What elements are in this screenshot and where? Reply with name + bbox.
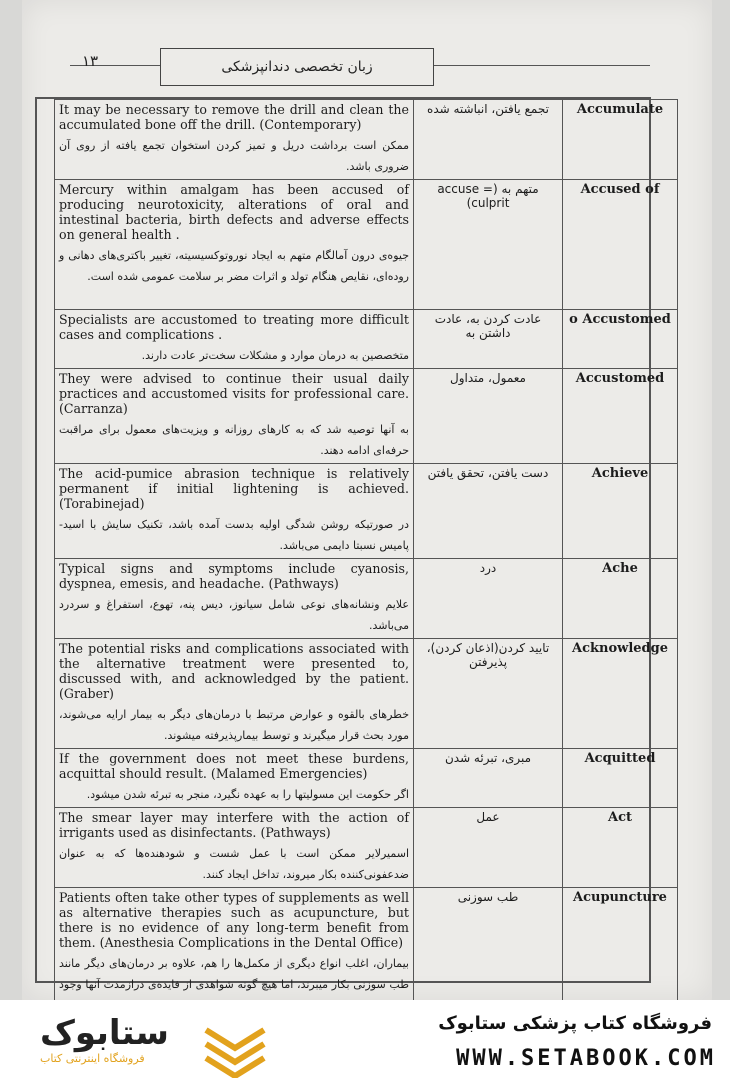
persian-translation: علایم ونشانه‌های نوعی شامل سیانوز، دیس پنه، تهوع، استفراغ و سردرد می‌باشد. bbox=[59, 598, 409, 632]
persian-meaning: درد bbox=[414, 559, 563, 639]
english-example: Typical signs and symptoms include cyanosis, dyspnea, emesis, and headache. (Pathways) bbox=[59, 561, 409, 591]
example-cell bbox=[55, 100, 414, 180]
vocab-word: o Accustomed bbox=[563, 310, 678, 369]
vocab-word: Acknowledge bbox=[563, 639, 678, 749]
vocab-word: Accumulate bbox=[563, 100, 678, 180]
example-cell bbox=[55, 808, 414, 888]
table-row bbox=[55, 180, 678, 310]
english-example: Mercury within amalgam has been accused of producing neurotoxicity, alterations of oral and intestinal bacteria, birth defects and adverse effects on general health . bbox=[59, 182, 409, 242]
page-title: زبان تخصصی دندانپزشکی bbox=[160, 48, 434, 86]
english-example: Patients often take other types of supplements as well as alternative therapies such as acupuncture, but there is no evidence of any long-term benefit from them. (Anesthesia Complications in the Dental Office) bbox=[59, 890, 409, 950]
persian-translation: به آنها توصیه شد که به کارهای روزانه و ویزیت‌های معمول برای مراقبت حرفه‌ای ادامه دهند. bbox=[59, 423, 409, 457]
example-cell bbox=[55, 559, 414, 639]
example-cell bbox=[55, 464, 414, 559]
english-example: Specialists are accustomed to treating more difficult cases and complications . bbox=[59, 312, 409, 342]
vocab-word: Accustomed bbox=[563, 369, 678, 464]
english-example: The potential risks and complications associated with the alternative treatment were presented to, discussed with, and acknowledged by the patient. (Graber) bbox=[59, 641, 409, 701]
persian-translation: اسمیرلایر ممکن است با عمل شست و شودهنده‌ها که به عنوان ضدعفونی‌کننده بکار میروند، تداخل ایجاد کنند. bbox=[59, 847, 409, 881]
persian-meaning: تایید کردن(اذعان کردن)، پذیرفتن bbox=[414, 639, 563, 749]
table-row bbox=[55, 639, 678, 749]
english-example: If the government does not meet these burdens, acquittal should result. (Malamed Emergencies) bbox=[59, 751, 409, 781]
persian-meaning: عادت کردن به، عادت داشتن به bbox=[414, 310, 563, 369]
persian-translation: جیوه‌ی درون آمالگام متهم به ایجاد نوروتوکسیسیته، تغییر باکتری‌های دهانی و روده‌ای، نقایص هنگام تولد و اثرات مضر بر سلامت عمومی شده است. bbox=[59, 249, 409, 283]
persian-meaning: تجمع یافتن، انباشته شده bbox=[414, 100, 563, 180]
english-example: The smear layer may interfere with the action of irrigants used as disinfectants. (Pathways) bbox=[59, 810, 409, 840]
table-row bbox=[55, 808, 678, 888]
store-name: فروشگاه کتاب پزشکی ستابوک bbox=[438, 1013, 712, 1034]
vocab-word: Acquitted bbox=[563, 749, 678, 808]
persian-meaning: دست یافتن، تحقق یافتن bbox=[414, 464, 563, 559]
table-row bbox=[55, 100, 678, 180]
page-number: ۱۳ bbox=[82, 52, 99, 70]
vocab-word: Accused of bbox=[563, 180, 678, 310]
persian-translation: در صورتیکه روشن شدگی اولیه بدست آمده باشد، تکنیک سایش با اسید-پامیس نسبتا دایمی می‌باشد. bbox=[59, 518, 409, 552]
example-cell bbox=[55, 639, 414, 749]
chevron-logo-icon bbox=[200, 1022, 270, 1078]
vocab-word: Act bbox=[563, 808, 678, 888]
table-row bbox=[55, 749, 678, 808]
vocab-word: Ache bbox=[563, 559, 678, 639]
example-cell bbox=[55, 749, 414, 808]
table-row bbox=[55, 464, 678, 559]
store-logo-text: ستابوک bbox=[40, 1013, 169, 1053]
vocab-word: Achieve bbox=[563, 464, 678, 559]
example-cell bbox=[55, 180, 414, 310]
persian-translation: اگر حکومت این مسولیتها را به عهده نگیرد، منجر به تبرئه شدن میشود. bbox=[86, 788, 409, 801]
persian-meaning: عمل bbox=[414, 808, 563, 888]
vocabulary-table bbox=[54, 99, 678, 1028]
english-example: It may be necessary to remove the drill and clean the accumulated bone off the drill. (Contemporary) bbox=[59, 102, 409, 132]
store-url-link[interactable]: WWW.SETABOOK.COM bbox=[456, 1046, 716, 1071]
table-row bbox=[55, 559, 678, 639]
persian-meaning: متهم به (accuse = culprit) bbox=[414, 180, 563, 310]
vocab-word: Acupuncture bbox=[563, 888, 678, 1028]
persian-translation: بیماران، اغلب انواع دیگری از مکمل‌ها را هم، علاوه بر درمان‌های دیگر مانند طب سوزنی بکار میبرند، اما هیچ گونه شواهدی از فایده‌ی درازمدت آنها وجود bbox=[59, 957, 409, 991]
persian-meaning: مبری، تبرئه شدن bbox=[414, 749, 563, 808]
persian-translation: متخصصین به درمان موارد و مشکلات سخت‌تر عادت دارند. bbox=[141, 349, 409, 362]
table-row bbox=[55, 369, 678, 464]
table-row bbox=[55, 310, 678, 369]
english-example: They were advised to continue their usual daily practices and accustomed visits for professional care. (Carranza) bbox=[59, 371, 409, 416]
example-cell bbox=[55, 369, 414, 464]
store-logo-subtitle: فروشگاه اینترنتی کتاب bbox=[40, 1052, 145, 1065]
english-example: The acid-pumice abrasion technique is relatively permanent if initial lightening is achieved. (Torabinejad) bbox=[59, 466, 409, 511]
persian-meaning: معمول، متداول bbox=[414, 369, 563, 464]
persian-translation: ممکن است برداشت دریل و تمیز کردن استخوان تجمع یافته از روی آن ضروری باشد. bbox=[59, 139, 409, 173]
example-cell bbox=[55, 310, 414, 369]
persian-meaning: طب سوزنی bbox=[414, 888, 563, 1028]
persian-translation: خطرهای بالقوه و عوارض مرتبط با درمان‌های دیگر به بیمار ارایه می‌شوند، مورد بحث قرار میگیرند و توسط بیمارپذیرفته میشوند. bbox=[59, 708, 409, 742]
